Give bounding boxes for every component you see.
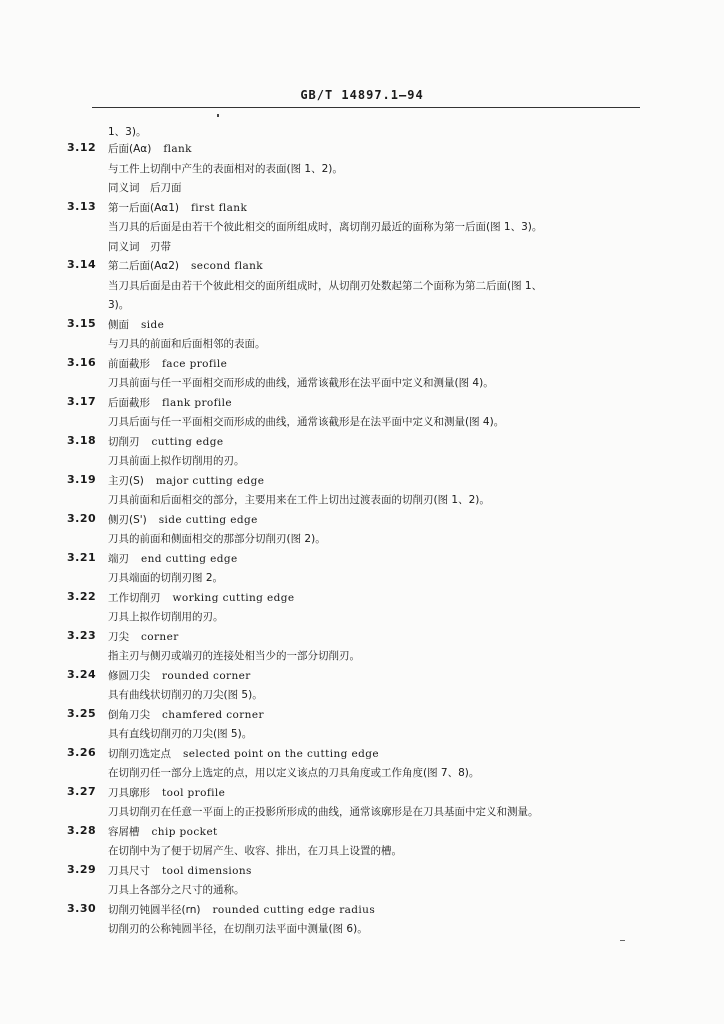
definition-line: 刀具后面与任一平面相交而形成的曲线，通常该截形是在法平面中定义和测量(图 4)。 (108, 416, 505, 428)
term-entry (0, 258, 724, 317)
term-number: 3.12 (67, 141, 97, 154)
scan-speck (217, 114, 219, 117)
term-heading (108, 551, 238, 566)
term-heading (108, 824, 218, 839)
term-en: rounded corner (162, 669, 251, 682)
term-en: major cutting edge (155, 474, 265, 487)
term-number: 3.21 (67, 550, 97, 564)
term-heading (108, 746, 379, 761)
term-en: face profile (162, 357, 228, 370)
term-heading (108, 707, 264, 722)
term-entry (0, 512, 724, 551)
term-number: 3.20 (67, 511, 97, 525)
term-heading (108, 785, 225, 800)
term-en: first flank (190, 201, 248, 214)
definition-line: 3)。 (108, 299, 130, 311)
term-heading (108, 512, 258, 527)
term-en: tool dimensions (162, 864, 252, 877)
page-header: GB/T 14897.1—94 (300, 88, 424, 102)
term-cn: 修圆刀尖 (108, 669, 150, 682)
term-number: 3.22 (67, 589, 97, 603)
term-en: selected point on the cutting edge (183, 747, 379, 760)
term-heading (108, 473, 264, 488)
term-number: 3.28 (67, 823, 97, 837)
definition-line: 刀具上各部分之尺寸的通称。 (108, 884, 245, 896)
term-en: flank profile (162, 396, 233, 409)
term-entry (0, 317, 724, 356)
definition-line: 在切削中为了便于切屑产生、收容、排出，在刀具上设置的槽。 (108, 845, 402, 857)
term-entry (0, 200, 724, 259)
synonym-line: 同义词 刃带 (108, 240, 171, 253)
term-en: corner (141, 630, 179, 643)
term-cn: 后面(Aα) (108, 143, 152, 155)
synonym-line: 同义词 后刀面 (108, 182, 182, 194)
term-cn: 切削刃选定点 (108, 747, 171, 760)
term-cn: 端刃 (108, 552, 129, 565)
term-number: 3.14 (67, 258, 97, 271)
term-en: second flank (190, 260, 264, 272)
term-heading (108, 902, 375, 917)
term-cn: 刀具尺寸 (108, 864, 150, 877)
term-number: 3.13 (67, 199, 97, 213)
header-rule (92, 107, 640, 108)
term-number: 3.15 (67, 316, 97, 330)
term-entry (0, 434, 724, 473)
definition-line: 指主刃与侧刃或端刃的连接处相当少的一部分切削刃。 (108, 650, 360, 662)
term-number: 3.29 (67, 862, 97, 876)
definition-line: 具有直线切削刃的刀尖(图 5)。 (108, 728, 253, 740)
term-entry (0, 863, 724, 902)
term-cn: 侧刃(S') (108, 513, 147, 526)
term-en: side (141, 318, 165, 331)
term-cn: 工作切削刃 (108, 591, 161, 604)
term-number: 3.23 (67, 628, 97, 642)
term-cn: 切削刃钝圆半径(rn) (108, 903, 201, 916)
term-cn: 前面截形 (108, 357, 150, 370)
term-entry (0, 902, 724, 941)
term-number: 3.27 (67, 784, 97, 798)
definition-line: 当刀具的后面是由若干个彼此相交的面所组成时，离切削刃最近的面称为第一后面(图 1、3)。 (108, 221, 543, 233)
term-heading (108, 863, 252, 878)
term-entry (0, 629, 724, 668)
definition-line: 具有曲线状切削刃的刀尖(图 5)。 (108, 689, 263, 701)
definition-line: 刀具端面的切削刃图 2。 (108, 572, 224, 584)
term-number: 3.19 (67, 472, 97, 486)
term-entry (0, 668, 724, 707)
term-entry (0, 551, 724, 590)
definition-line: 与工件上切削中产生的表面相对的表面(图 1、2)。 (108, 162, 343, 175)
term-heading (108, 395, 232, 410)
term-number: 3.26 (67, 745, 97, 759)
term-cn: 第二后面(Aα2) (108, 260, 179, 272)
term-cn: 容屑槽 (108, 825, 140, 838)
term-number: 3.30 (67, 901, 97, 915)
term-number: 3.25 (67, 706, 97, 720)
term-cn: 倒角刀尖 (108, 708, 150, 721)
term-en: chip pocket (151, 825, 218, 838)
definition-line: 当刀具后面是由若干个彼此相交的面所组成时，从切削刃处数起第二个面称为第二后面(图 1、 (108, 279, 543, 292)
term-number: 3.16 (67, 355, 97, 369)
term-heading (108, 434, 223, 449)
term-entry (0, 824, 724, 863)
term-heading (108, 668, 251, 683)
term-cn: 刀尖 (108, 630, 129, 643)
term-en: end cutting edge (141, 552, 238, 565)
term-entry (0, 785, 724, 824)
definition-line: 刀具前面和后面相交的部分，主要用来在工件上切出过渡表面的切削刃(图 1、2)。 (108, 494, 490, 506)
term-heading (108, 629, 179, 644)
term-cn: 主刃(S) (108, 474, 144, 487)
term-number: 3.17 (67, 394, 97, 408)
term-list (0, 141, 724, 941)
scan-speck (620, 940, 625, 941)
term-entry (0, 707, 724, 746)
term-en: cutting edge (151, 435, 224, 448)
term-en: tool profile (162, 786, 226, 799)
term-cn: 切削刃 (108, 435, 140, 448)
term-cn: 后面截形 (108, 396, 150, 409)
term-en: flank (163, 143, 192, 155)
term-entry (0, 141, 724, 200)
term-heading (108, 590, 295, 605)
term-entry (0, 746, 724, 785)
definition-line: 在切削刃任一部分上选定的点，用以定义该点的刀具角度或工作角度(图 7、8)。 (108, 767, 480, 779)
definition-line: 刀具上拟作切削用的刃。 (108, 611, 224, 623)
term-entry (0, 395, 724, 434)
term-heading (108, 141, 192, 156)
term-heading (108, 356, 227, 371)
term-en: chamfered corner (162, 708, 264, 721)
term-heading (108, 258, 263, 273)
term-en: side cutting edge (158, 513, 258, 526)
definition-line: 刀具前面与任一平面相交而形成的曲线，通常该截形在法平面中定义和测量(图 4)。 (108, 377, 494, 389)
definition-line: 刀具前面上拟作切削用的刃。 (108, 455, 245, 467)
term-cn: 第一后面(Aα1) (108, 201, 179, 214)
term-heading (108, 317, 164, 332)
term-cn: 刀具廓形 (108, 786, 150, 799)
term-number: 3.18 (67, 433, 97, 447)
term-number: 3.24 (67, 667, 97, 681)
continuation-text: 1、3)。 (108, 126, 147, 138)
definition-line: 与刀具的前面和后面相邻的表面。 (108, 338, 266, 350)
term-entry (0, 590, 724, 629)
term-entry (0, 473, 724, 512)
term-entry (0, 356, 724, 395)
term-cn: 侧面 (108, 318, 129, 331)
definition-line: 刀具切削刃在任意一平面上的正投影所形成的曲线，通常该廓形是在刀具基面中定义和测量。 (108, 806, 539, 818)
definition-line: 刀具的前面和侧面相交的那部分切削刃(图 2)。 (108, 533, 326, 545)
term-en: working cutting edge (172, 591, 295, 604)
term-en: rounded cutting edge radius (212, 903, 376, 916)
term-heading (108, 200, 247, 215)
definition-line: 切削刃的公称钝圆半径，在切削刃法平面中测量(图 6)。 (108, 923, 368, 935)
